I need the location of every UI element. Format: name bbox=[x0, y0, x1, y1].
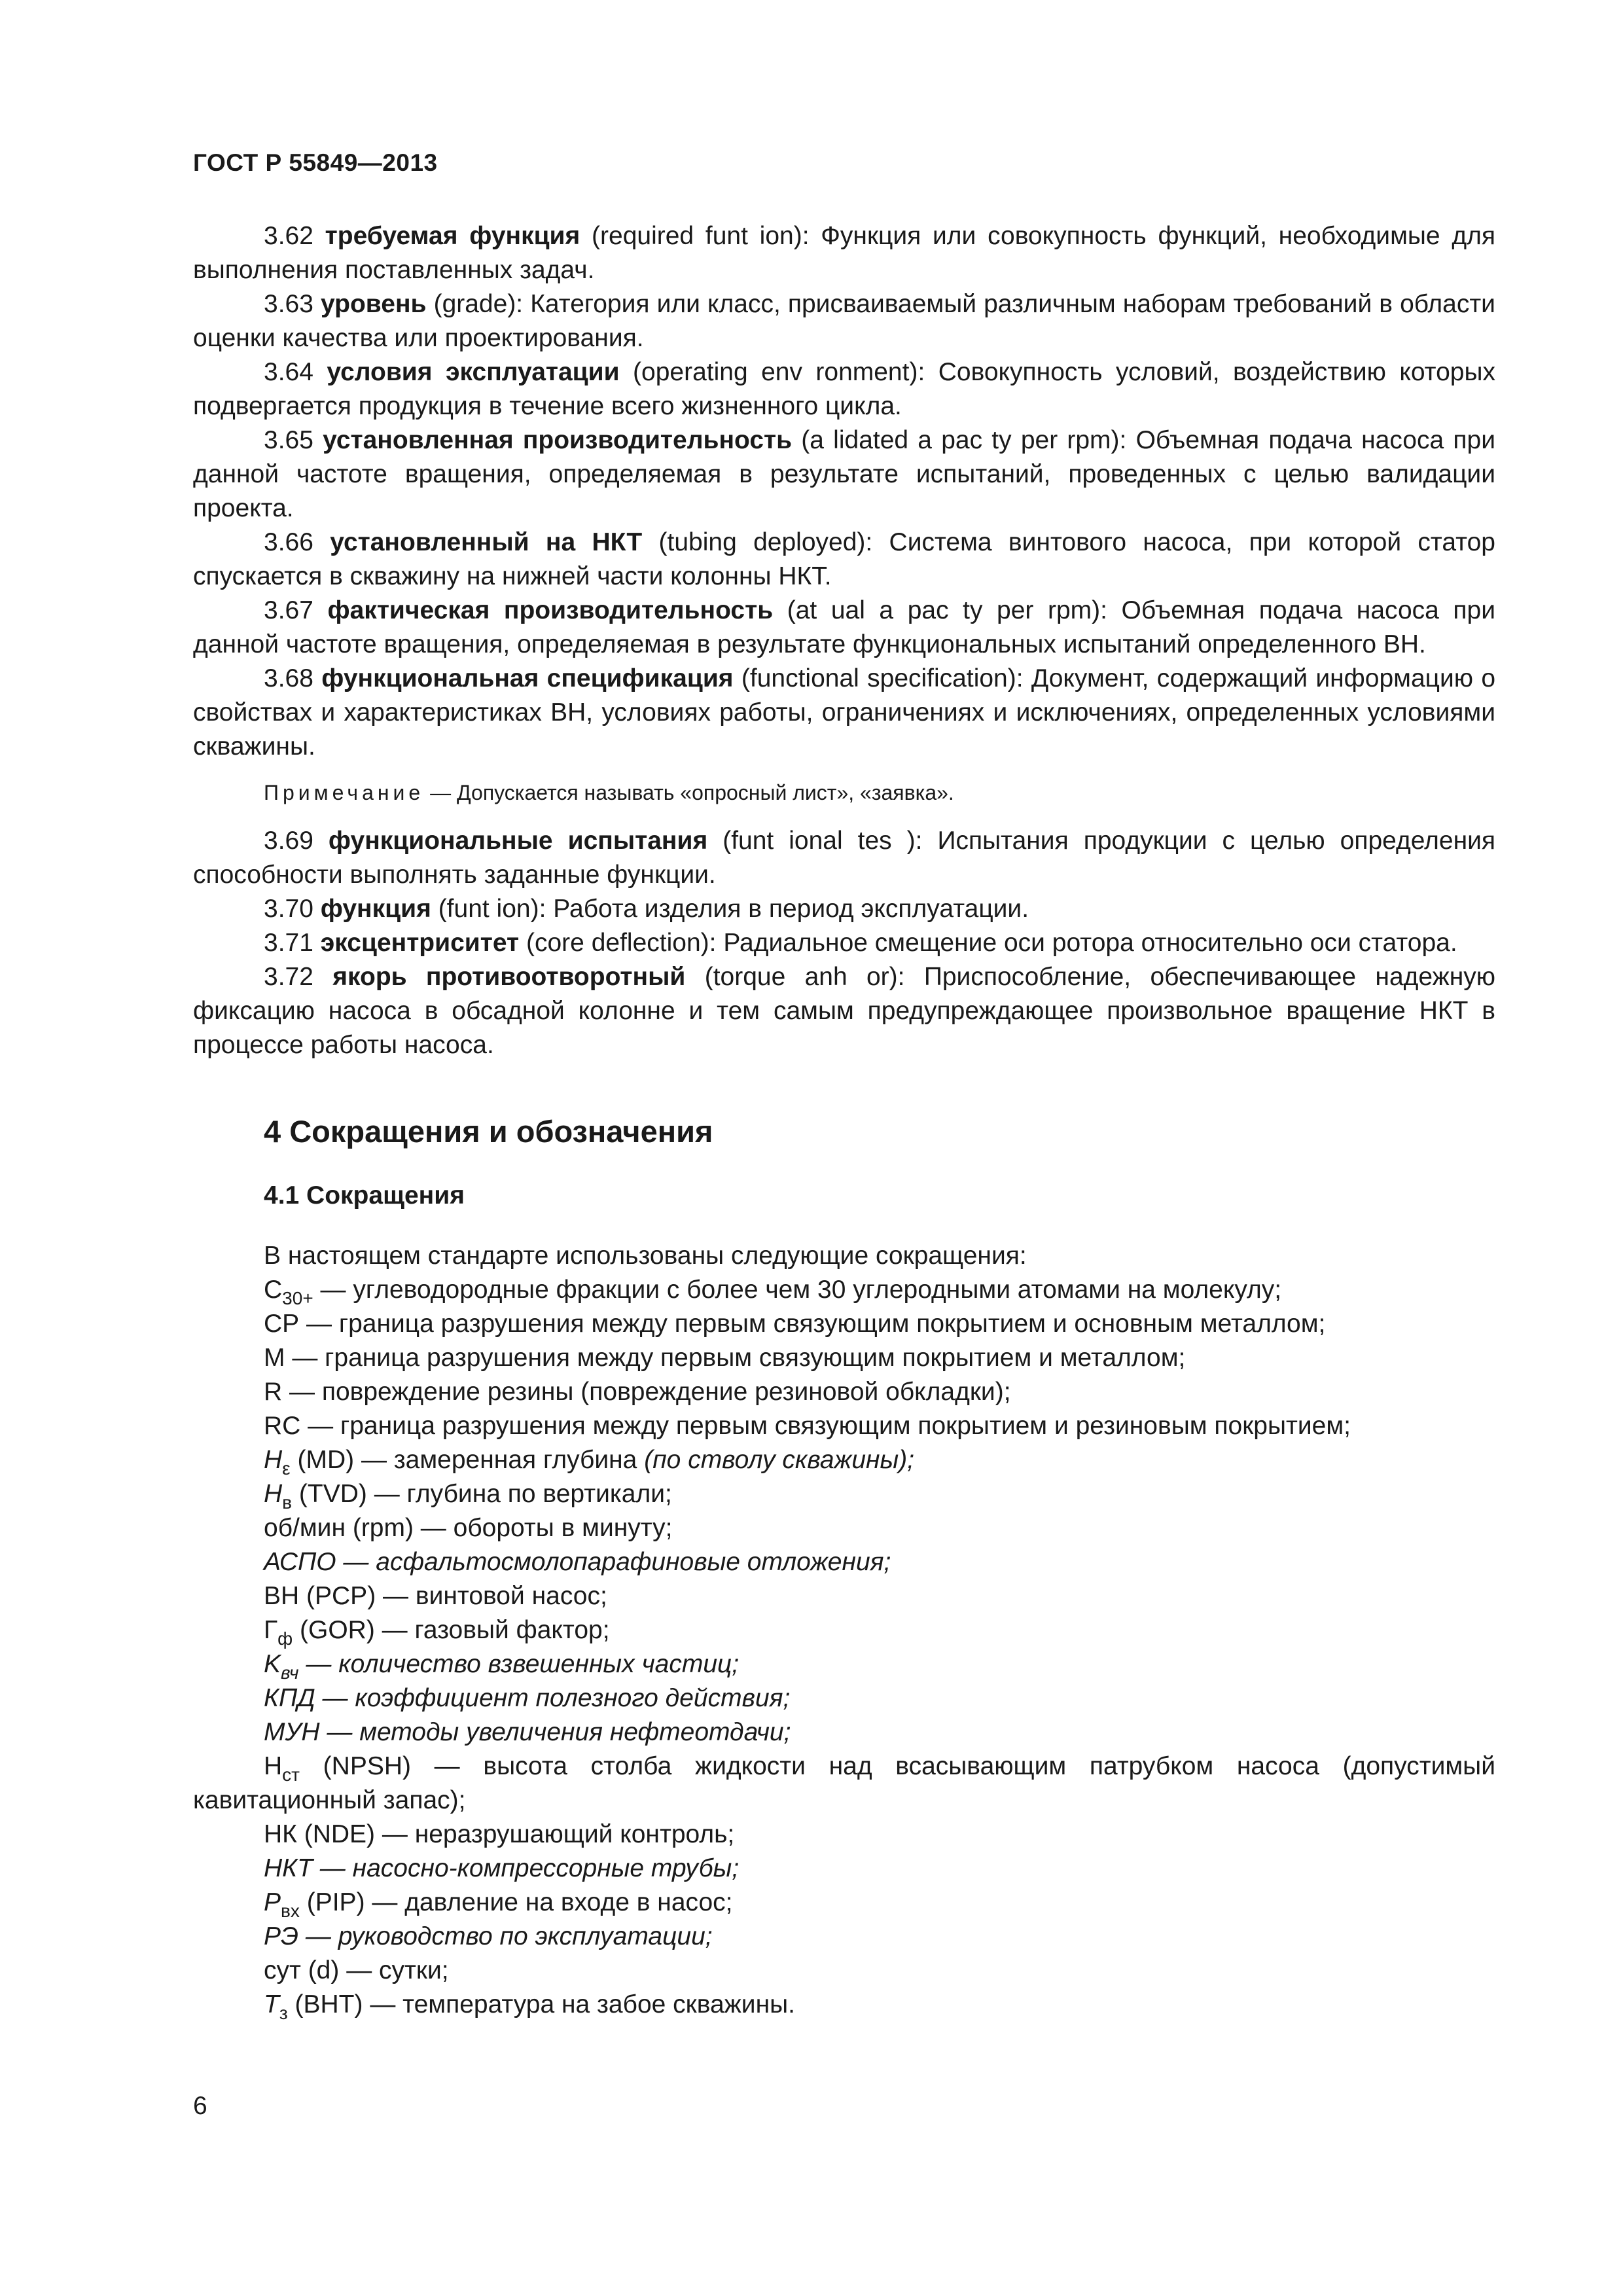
page-number: 6 bbox=[193, 2092, 207, 2120]
abbr-rc: RC — граница разрушения между первым связующим покрытием и резиновым покрытием; bbox=[264, 1412, 1351, 1440]
abbr-re: РЭ — руководство по эксплуатации; bbox=[264, 1922, 713, 1950]
term-title: требуемая функция bbox=[325, 222, 580, 250]
abbr-sut: сут (d) — сутки; bbox=[264, 1956, 449, 1984]
page-content bbox=[193, 219, 1495, 2022]
term-3-69: 3.69 функциональные испытания (funt ional tes ): Испытания продукции с целью определения способности выполнять заданные функции. bbox=[193, 827, 1496, 889]
term-3-67: 3.67 фактическая производительность (at ual a pac ty per rpm): Объемная подача насоса при данной частоте вращения, определяемая в результате функциональных испытаний определенного ВН. bbox=[193, 596, 1496, 658]
note-label: Примечание bbox=[264, 781, 425, 804]
abbr-mun: МУН — методы увеличения нефтеотдачи; bbox=[264, 1718, 791, 1746]
term-title: якорь противоотворотный bbox=[332, 963, 686, 991]
term-title: функциональные испытания bbox=[328, 827, 708, 855]
abbr-vn: ВН (PCP) — винтовой насос; bbox=[264, 1582, 607, 1610]
abbr-cp: СР — граница разрушения между первым связующим покрытием и основным металлом; bbox=[264, 1310, 1326, 1338]
abbr-aspo: АСПО — асфальтосмолопарафиновые отложения; bbox=[264, 1548, 891, 1576]
term-3-72: 3.72 якорь противоотворотный (torque anh or): Приспособление, обеспечивающее надежную фиксацию насоса в обсадной колонне и тем самым предупреждающее произвольное вращение НКТ в процессе работы насоса. bbox=[193, 963, 1496, 1059]
term-title: уровень bbox=[320, 290, 427, 318]
note: Примечание — Допускается называть «опросный лист», «заявка». bbox=[264, 781, 954, 804]
abbreviations-intro: В настоящем стандарте использованы следующие сокращения: bbox=[264, 1242, 1027, 1270]
term-title: функция bbox=[320, 895, 431, 923]
abbr-he: $H_\varepsilon$ (MD) — замеренная глубина (по стволу скважины); bbox=[264, 1446, 915, 1479]
subsection-heading: 4.1 Сокращения bbox=[264, 1181, 465, 1210]
term-title: установленная производительность bbox=[323, 426, 793, 454]
term-3-70: 3.70 функция (funt ion): Работа изделия в период эксплуатации. bbox=[264, 895, 1029, 923]
term-3-71: 3.71 эксцентриситет (core deflection): Радиальное смещение оси ротора относительно оси статора. bbox=[264, 929, 1457, 957]
abbr-c30: $С_{30+}$ — углеводородные фракции с более чем 30 углеродными атомами на молекулу; bbox=[264, 1276, 1282, 1308]
document-header: ГОСТ Р 55849—2013 bbox=[193, 149, 438, 176]
abbr-pvh: $P_{вх}$ (PIP) — давление на входе в насос; bbox=[264, 1888, 733, 1921]
section-heading: 4 Сокращения и обозначения bbox=[264, 1114, 713, 1149]
abbr-nkt: НКТ — насосно-компрессорные трубы; bbox=[264, 1854, 740, 1882]
abbr-m: М — граница разрушения между первым связующим покрытием и металлом; bbox=[264, 1344, 1186, 1372]
term-3-68: 3.68 функциональная спецификация (functional specification): Документ, содержащий информацию о свойствах и характеристиках ВН, условиях работы, ограничениях и исключениях, определенных условиями скважины. bbox=[193, 664, 1496, 761]
term-3-63: 3.63 уровень (grade): Категория или класс, присваиваемый различным наборам требований в области оценки качества или проектирования. bbox=[193, 290, 1495, 352]
term-title: установленный на НКТ bbox=[330, 528, 643, 556]
abbr-nk: НК (NDE) — неразрушающий контроль; bbox=[264, 1820, 735, 1848]
term-3-64: 3.64 условия эксплуатации (operating env ronment): Совокупность условий, воздействию которых подвергается продукция в течение всего жизненного цикла. bbox=[193, 358, 1496, 420]
abbreviations-list bbox=[193, 1273, 1495, 2022]
abbr-kvch: $K_{вч}$ — количество взвешенных частиц; bbox=[264, 1650, 740, 1683]
term-title: эксцентриситет bbox=[320, 929, 520, 957]
term-title: фактическая производительность bbox=[327, 596, 774, 624]
abbr-r: R — повреждение резины (повреждение резиновой обкладки); bbox=[264, 1378, 1011, 1406]
abbr-hst: $Н_{ст}$ (NPSH) — высота столба жидкости над всасывающим патрубком насоса (допустимый кавитационный запас); bbox=[193, 1752, 1495, 1814]
term-title: функциональная спецификация bbox=[321, 664, 734, 692]
term-3-66: 3.66 установленный на НКТ (tubing deployed): Система винтового насоса, при которой статор спускается в скважину на нижней части колонны НКТ. bbox=[193, 528, 1495, 590]
abbr-kpd: КПД — коэффициент полезного действия; bbox=[264, 1684, 791, 1712]
abbr-gf: $Г_ф$ (GOR) — газовый фактор; bbox=[264, 1616, 610, 1649]
term-title: условия эксплуатации bbox=[327, 358, 620, 386]
abbr-tz: $T_з$ (BHT) — температура на забое скважины. bbox=[264, 1990, 795, 2023]
term-3-65: 3.65 установленная производительность (a lidated a pac ty per rpm): Объемная подача насоса при данной частоте вращения, определяемая в результате испытаний, проведенных с целью валидации проекта. bbox=[193, 426, 1495, 522]
abbr-hv: $H_в$ (TVD) — глубина по вертикали; bbox=[264, 1480, 672, 1513]
abbr-rpm: об/мин (rpm) — обороты в минуту; bbox=[264, 1514, 673, 1542]
term-3-62: 3.62 требуемая функция (required funt ion): Функция или совокупность функций, необходимые для выполнения поставленных задач. bbox=[193, 222, 1495, 284]
